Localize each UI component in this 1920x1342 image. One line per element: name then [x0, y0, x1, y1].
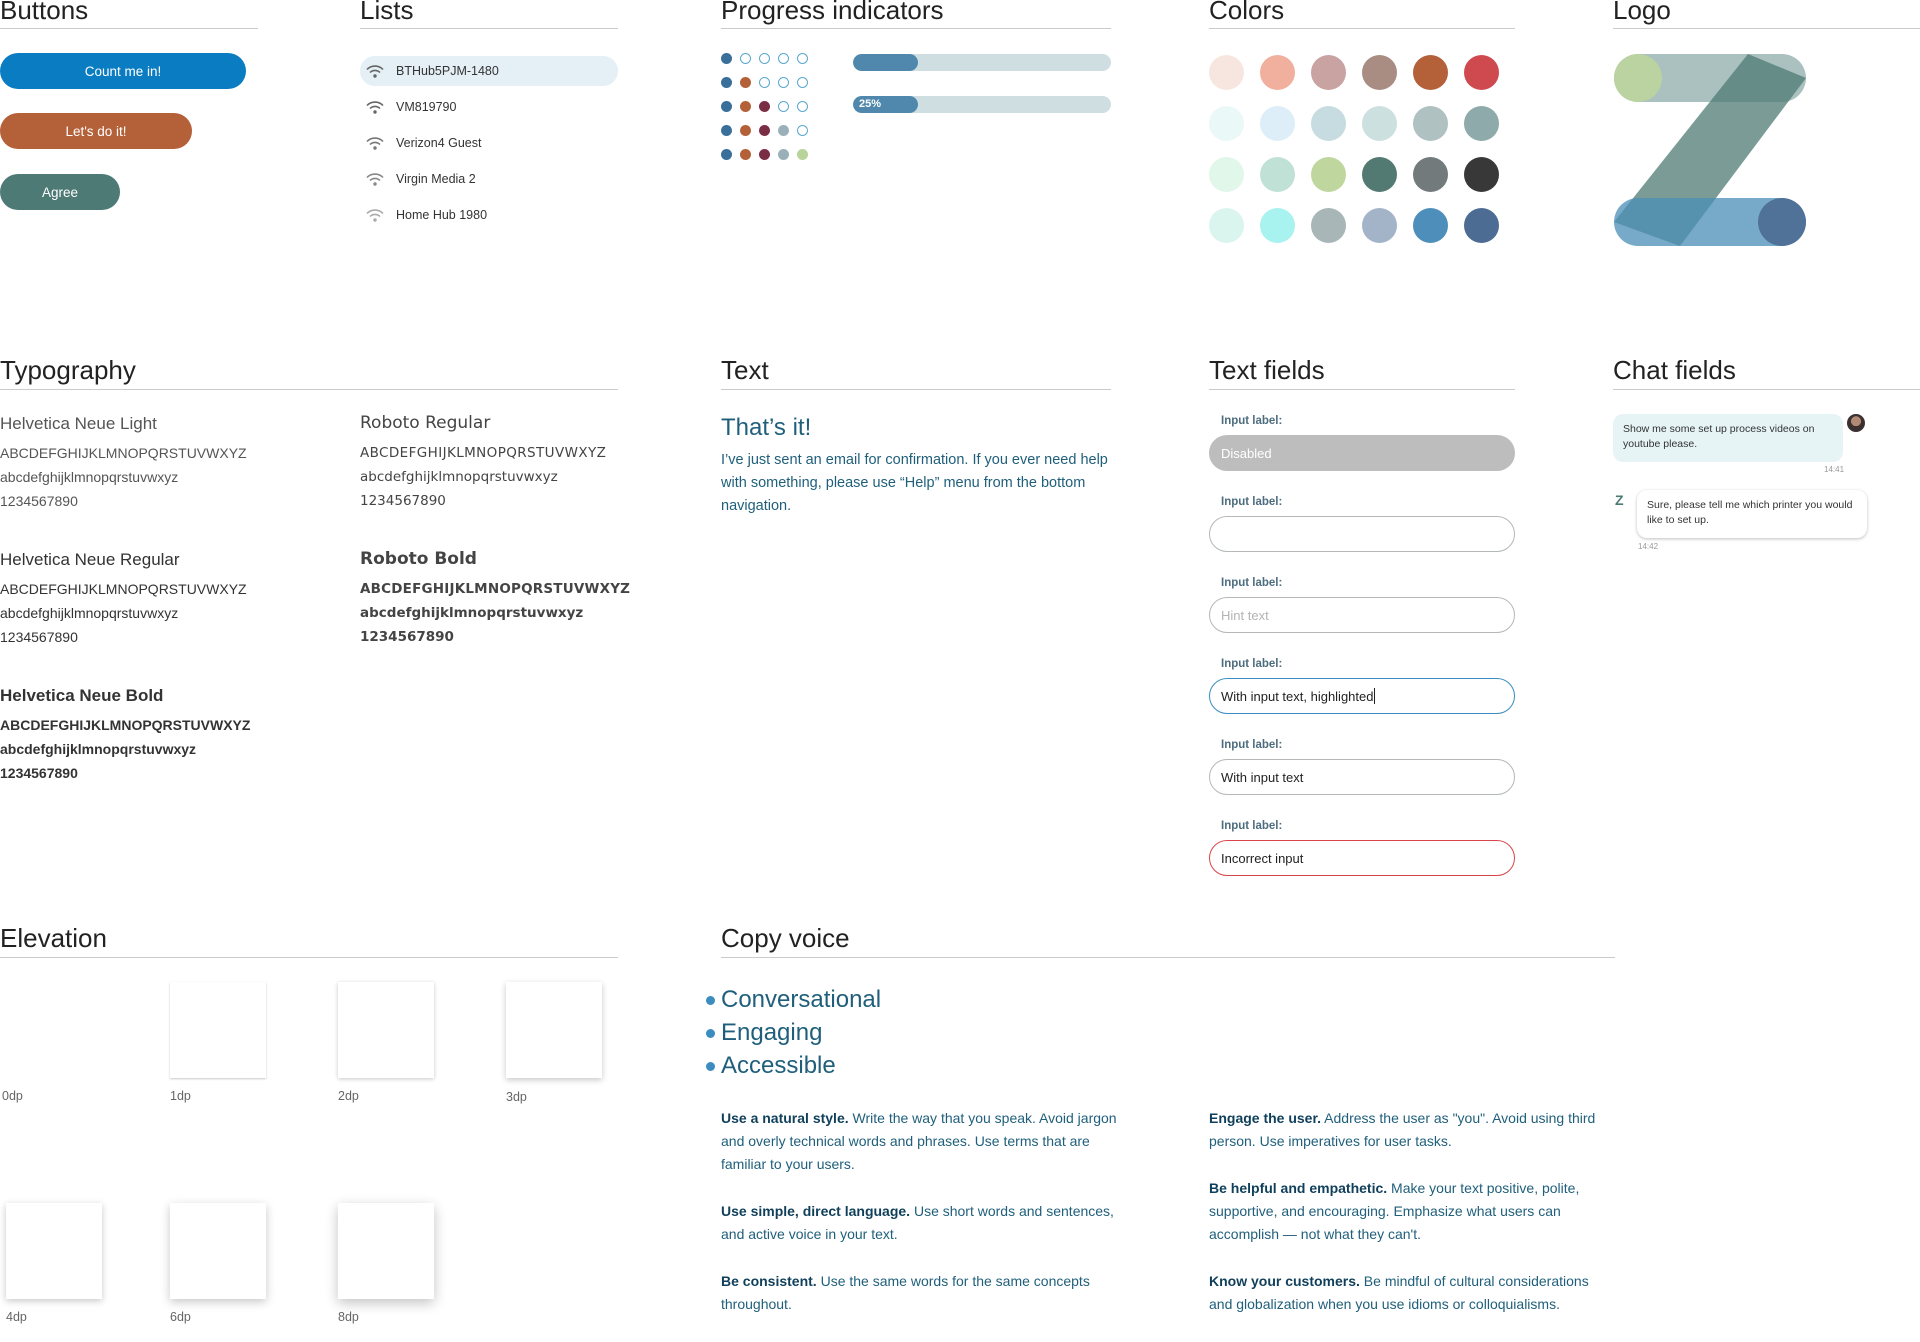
wifi-icon [366, 172, 388, 186]
font-sample-digits: 1234567890 [0, 493, 78, 509]
list-item-label: Home Hub 1980 [396, 208, 488, 222]
progress-bar-labeled [853, 96, 1111, 113]
step-dot-filled [759, 101, 770, 112]
elevation-card-2dp [338, 982, 434, 1078]
list-item[interactable] [360, 56, 618, 86]
text-cursor [1374, 688, 1375, 704]
list-item-label: Verizon4 Guest [396, 136, 482, 150]
count-me-in-button[interactable]: Count me in! [0, 53, 246, 89]
font-sample-digits: 1234567890 [360, 493, 446, 509]
input-label: Input label: [1221, 739, 1283, 751]
elevation-label: 8dp [338, 1310, 359, 1324]
divider [1613, 389, 1920, 390]
step-dot-filled [740, 149, 751, 160]
voice-guideline: Engage the user. Address the user as "you". Avoid using third person. Use imperatives for user tasks. [1209, 1110, 1596, 1149]
color-swatch [1311, 208, 1346, 243]
voice-bullet: Conversational [721, 986, 882, 1013]
step-dot-empty [797, 125, 808, 136]
color-swatch [1209, 106, 1244, 141]
list-item[interactable] [360, 128, 618, 158]
step-dot-filled [759, 125, 770, 136]
font-sample-uppercase: ABCDEFGHIJKLMNOPQRSTUVWXYZ [360, 581, 631, 597]
step-dot-filled [721, 77, 732, 88]
bullet-dot [706, 1029, 715, 1038]
color-swatch [1260, 106, 1295, 141]
voice-guideline: Use a natural style. Write the way that you speak. Avoid jargon and overly technical words and phrases. Use terms that are familiar to your users. [721, 1110, 1117, 1172]
lets-do-it-button[interactable]: Let's do it! [0, 113, 192, 149]
input-label: Input label: [1221, 415, 1283, 427]
font-sample-lowercase: abcdefghijklmnopqrstuvwxyz [0, 605, 179, 621]
list-item[interactable] [360, 200, 618, 230]
elevation-card-1dp [170, 982, 266, 1078]
elevation-label: 1dp [170, 1089, 191, 1103]
elevation-label: 4dp [6, 1310, 27, 1324]
voice-guideline: Be consistent. Use the same words for the same concepts throughout. [721, 1273, 1090, 1312]
color-swatch [1260, 208, 1295, 243]
divider [1209, 389, 1515, 390]
step-dot-filled [740, 125, 751, 136]
elevation-label: 2dp [338, 1089, 359, 1103]
color-swatch [1362, 208, 1397, 243]
section-title-logo: Logo [1613, 0, 1671, 25]
divider [1613, 28, 1920, 29]
step-dot-filled [721, 53, 732, 64]
elevation-label: 3dp [506, 1090, 527, 1104]
progress-bar-fill: 25% [853, 96, 918, 113]
step-dot-empty [778, 53, 789, 64]
voice-guideline: Use simple, direct language. Use short words and sentences, and active voice in your text. [721, 1203, 1114, 1242]
wifi-icon [366, 64, 388, 78]
divider [1209, 28, 1515, 29]
font-sample-uppercase: ABCDEFGHIJKLMNOPQRSTUVWXYZ [0, 581, 247, 597]
color-swatch [1413, 157, 1448, 192]
message-timestamp: 14:42 [1638, 542, 1659, 551]
user-avatar [1847, 414, 1865, 432]
font-sample-name: Roboto Regular [360, 413, 491, 433]
elevation-card-3dp [506, 982, 602, 1078]
step-dot-empty [740, 53, 751, 64]
user-chat-bubble: Show me some set up process videos on youtube please. [1613, 414, 1843, 462]
step-dot-empty [797, 77, 808, 88]
font-sample-digits: 1234567890 [360, 629, 454, 645]
voice-bullet: Engaging [721, 1019, 823, 1046]
step-dot-filled [759, 149, 770, 160]
voice-guideline: Be helpful and empathetic. Make your text positive, polite, supportive, and encouraging. Emphasize what users can accomplish — not what they can't. [1209, 1180, 1580, 1242]
bot-logo-icon: Z [1615, 492, 1624, 508]
input-label: Input label: [1221, 820, 1283, 832]
elevation-card-8dp [338, 1203, 434, 1299]
color-swatch [1464, 106, 1499, 141]
divider [360, 28, 618, 29]
wifi-icon [366, 136, 388, 150]
step-dot-filled [740, 77, 751, 88]
empty-field[interactable] [1209, 516, 1515, 552]
section-title-chat-fields: Chat fields [1613, 355, 1736, 385]
message-timestamp: 14:41 [1824, 465, 1845, 474]
input-label: Input label: [1221, 496, 1283, 508]
color-swatch [1464, 208, 1499, 243]
elevation-label: 6dp [170, 1310, 191, 1324]
step-dot-filled [721, 149, 732, 160]
step-dot-empty [759, 53, 770, 64]
color-swatch [1362, 106, 1397, 141]
input-label: Input label: [1221, 658, 1283, 670]
color-swatch [1209, 157, 1244, 192]
error-field[interactable]: Incorrect input [1209, 840, 1515, 876]
section-title-copy-voice: Copy voice [721, 923, 850, 953]
wifi-icon [366, 208, 388, 222]
divider [0, 28, 258, 29]
progress-bar-fill [853, 54, 918, 71]
voice-bullet: Accessible [721, 1052, 836, 1079]
color-swatch [1362, 157, 1397, 192]
divider [0, 957, 618, 958]
voice-guideline: Know your customers. Be mindful of cultural considerations and globalization when you use idioms or colloquialisms. [1209, 1273, 1589, 1312]
font-sample-name: Helvetica Neue Regular [0, 550, 180, 569]
text-body: I’ve just sent an email for confirmation. If you ever need help with something, please use “Help” menu from the bottom navigation. [721, 452, 1108, 514]
section-title-colors: Colors [1209, 0, 1285, 25]
wifi-icon [366, 100, 388, 114]
color-swatch [1260, 157, 1295, 192]
section-title-lists: Lists [360, 0, 414, 25]
color-swatch [1413, 106, 1448, 141]
text-heading: That’s it! [721, 414, 812, 441]
section-title-progress: Progress indicators [721, 0, 944, 25]
font-sample-name: Helvetica Neue Light [0, 414, 157, 433]
section-title-buttons: Buttons [0, 0, 89, 25]
list-item-label: Virgin Media 2 [396, 172, 476, 186]
step-dot-filled [721, 125, 732, 136]
color-swatch [1413, 208, 1448, 243]
divider [0, 389, 618, 390]
list-item[interactable] [360, 92, 618, 122]
list-item[interactable] [360, 164, 618, 194]
color-swatch [1260, 55, 1295, 90]
color-swatch [1464, 55, 1499, 90]
font-sample-digits: 1234567890 [0, 765, 78, 781]
font-sample-uppercase: ABCDEFGHIJKLMNOPQRSTUVWXYZ [0, 445, 247, 461]
font-sample-name: Roboto Bold [360, 549, 477, 569]
step-dot-filled [721, 101, 732, 112]
bullet-dot [706, 1062, 715, 1071]
step-dot-filled [797, 149, 808, 160]
z-logo-icon [1612, 52, 1808, 248]
color-swatch [1311, 157, 1346, 192]
filled-field[interactable]: With input text [1209, 759, 1515, 795]
step-dot-empty [778, 101, 789, 112]
step-dot-filled [740, 101, 751, 112]
input-label: Input label: [1221, 577, 1283, 589]
section-title-text-fields: Text fields [1209, 355, 1325, 385]
font-sample-digits: 1234567890 [0, 629, 78, 645]
agree-button[interactable]: Agree [0, 174, 120, 210]
bot-chat-bubble: Sure, please tell me which printer you would like to set up. [1637, 490, 1867, 538]
divider [721, 389, 1111, 390]
step-dot-empty [797, 101, 808, 112]
color-swatch [1311, 106, 1346, 141]
color-swatch [1464, 157, 1499, 192]
divider [721, 957, 1615, 958]
list-item-label: VM819790 [396, 100, 457, 114]
step-dot-empty [778, 77, 789, 88]
divider [721, 28, 1111, 29]
font-sample-lowercase: abcdefghijklmnopqrstuvwxyz [0, 469, 179, 485]
font-sample-lowercase: abcdefghijklmnopqrstuvwxyz [0, 741, 197, 757]
step-dot-empty [759, 77, 770, 88]
step-dot-filled [778, 149, 789, 160]
font-sample-uppercase: ABCDEFGHIJKLMNOPQRSTUVWXYZ [0, 717, 251, 733]
color-swatch [1209, 55, 1244, 90]
elevation-card-0dp [4, 982, 100, 1078]
elevation-card-6dp [170, 1203, 266, 1299]
color-swatch [1311, 55, 1346, 90]
step-dot-filled [778, 125, 789, 136]
step-dot-empty [797, 53, 808, 64]
section-title-text: Text [721, 355, 769, 385]
progress-bar [853, 54, 1111, 71]
section-title-typography: Typography [0, 355, 136, 385]
color-swatch [1413, 55, 1448, 90]
color-swatch [1209, 208, 1244, 243]
color-swatch [1362, 55, 1397, 90]
elevation-card-4dp [6, 1203, 102, 1299]
list-item-label: BTHub5PJM-1480 [396, 64, 499, 78]
font-sample-uppercase: ABCDEFGHIJKLMNOPQRSTUVWXYZ [360, 445, 607, 461]
section-title-elevation: Elevation [0, 923, 107, 953]
font-sample-lowercase: abcdefghijklmnopqrstuvwxyz [360, 469, 558, 485]
bullet-dot [706, 996, 715, 1005]
hint-field[interactable]: Hint text [1209, 597, 1515, 633]
highlighted-field[interactable] [1209, 678, 1515, 714]
font-sample-lowercase: abcdefghijklmnopqrstuvwxyz [360, 605, 584, 621]
field-value: With input text, highlighted [1221, 688, 1374, 704]
font-sample-name: Helvetica Neue Bold [0, 686, 164, 705]
elevation-label: 0dp [2, 1089, 23, 1103]
disabled-field: Disabled [1209, 435, 1515, 471]
